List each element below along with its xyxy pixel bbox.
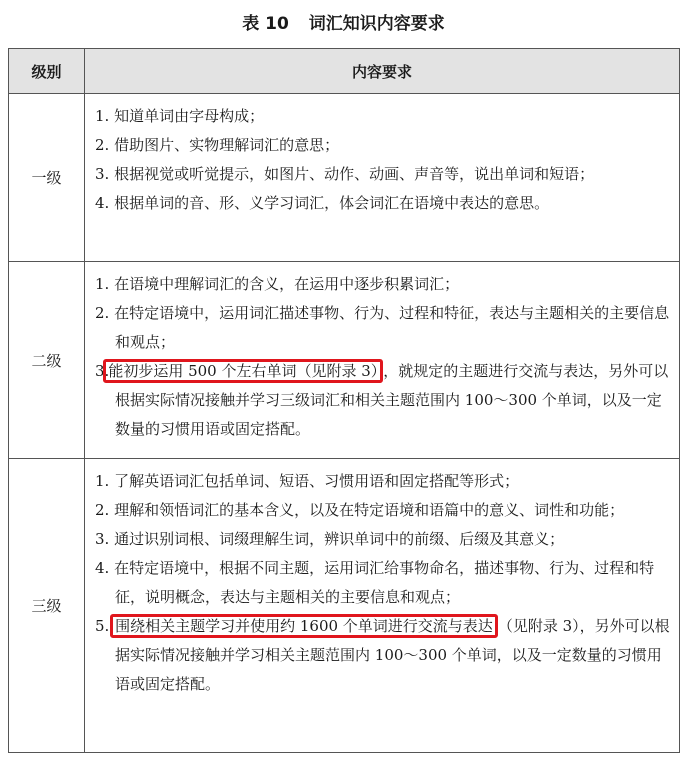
item-number: 3.: [95, 362, 110, 380]
content-cell: [85, 262, 680, 459]
list-item: 1. 知道单词由字母构成；: [95, 107, 265, 125]
table-title: 词汇知识内容要求: [308, 14, 445, 34]
list-item: 1. 在语境中理解词汇的含义，在运用中逐步积累词汇；: [95, 275, 460, 293]
highlighted-text: 围绕相关主题学习并使用约 1600 个单词进行交流与表达: [110, 614, 498, 638]
content-cell: [85, 459, 680, 753]
list-item: 2. 借助图片、实物理解词汇的意思；: [95, 136, 340, 154]
item-number: 5.: [95, 617, 110, 635]
list-item: 3. 根据视觉或听觉提示，如图片、动作、动画、声音等，说出单词和短语；: [95, 165, 595, 183]
header-level: 级别: [9, 49, 85, 94]
highlighted-text: 能初步运用 500 个左右单词（见附录 3）: [103, 359, 383, 383]
content-cell: [85, 94, 680, 262]
table-row: [9, 94, 680, 262]
list-item: 4. 根据单词的音、形、义学习词汇，体会词汇在语境中表达的意思。: [95, 194, 550, 212]
header-content: 内容要求: [85, 49, 680, 94]
table-number: 表 10: [242, 14, 289, 34]
item-text: ，就规定的主题进行交流与表达，另外可以根据实际情况接触并学习三级词汇和相关主题范围内 100～300 个单词，以及一定数量的习惯用语或固定搭配。: [115, 362, 669, 438]
list-item: 4. 在特定语境中，根据不同主题，运用词汇给事物命名，描述事物、行为、过程和特征，说明概念，表达与主题相关的主要信息和观点；: [95, 559, 655, 606]
list-item: 1. 了解英语词汇包括单词、短语、习惯用语和固定搭配等形式；: [95, 472, 520, 490]
list-item: 2. 理解和领悟词汇的基本含义，以及在特定语境和语篇中的意义、词性和功能；: [95, 501, 625, 519]
level-cell: 一级: [9, 94, 85, 262]
list-item: [95, 357, 673, 444]
list-item: [95, 612, 673, 699]
vocabulary-requirements-table: [8, 48, 680, 753]
table-row: [9, 262, 680, 459]
level-cell: 二级: [9, 262, 85, 459]
header-row: [9, 49, 680, 94]
table-row: [9, 459, 680, 753]
item-text: （见附录 3），另外可以根据实际情况接触并学习相关主题范围内 100～300 个单词，以及一定数量的习惯用语或固定搭配。: [115, 617, 670, 693]
table-caption: [0, 8, 687, 40]
list-item: 2. 在特定语境中，运用词汇描述事物、行为、过程和特征，表达与主题相关的主要信息和观点；: [95, 304, 670, 351]
list-item: 3. 通过识别词根、词缀理解生词，辨识单词中的前缀、后缀及其意义；: [95, 530, 565, 548]
level-cell: 三级: [9, 459, 85, 753]
